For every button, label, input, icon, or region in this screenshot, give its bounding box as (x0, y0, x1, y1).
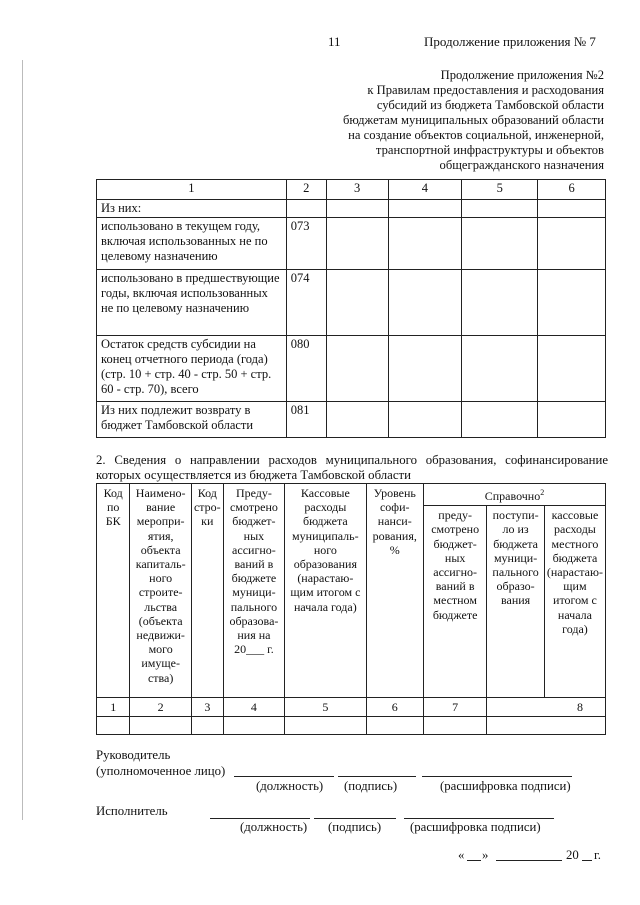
row-code: 074 (286, 270, 326, 336)
row-cell (326, 402, 388, 438)
table-header-cell: 5 (462, 180, 538, 200)
row-cell (538, 200, 606, 218)
row-cell (538, 402, 606, 438)
table-header-row (97, 484, 606, 506)
row-cell (366, 717, 423, 735)
col-number: 3 (191, 698, 223, 717)
position-caption: (должность) (256, 779, 324, 793)
row-cell (326, 200, 388, 218)
head-label-sub: (уполномоченное лицо) (96, 764, 226, 778)
col-number: 7 (423, 698, 486, 717)
header-code-bk: Код по БК (97, 484, 130, 698)
col-number: 8 (487, 698, 606, 717)
date-open-quote: « (458, 848, 465, 862)
table-row (97, 270, 606, 336)
row-cell (326, 218, 388, 270)
page-number: 11 (328, 34, 341, 49)
row-cell (423, 717, 486, 735)
row-cell (487, 717, 606, 735)
scan-margin-line (22, 60, 23, 820)
header-reference-label: Справочно (484, 489, 541, 503)
decoding-caption: (расшифровка подписи) (410, 820, 541, 834)
date-day-line (467, 860, 481, 861)
signature-line (210, 818, 310, 819)
signature-line (404, 818, 554, 819)
header-ref-planned: преду-смотрено бюджет-ных ассигно-ваний в местном бюджете (423, 506, 486, 698)
row-label: использовано в текущем году, включая использованных не по целевому назначению (97, 218, 287, 270)
header-planned: Преду-смотрено бюджет-ных ассигно-ваний в бюджете муници-пального образова-ния на 20___ г. (223, 484, 285, 698)
date-year-line (582, 860, 592, 861)
row-cell (538, 336, 606, 402)
appendix-line: бюджетам муниципальных образований области (342, 113, 604, 127)
table-header-cell: 3 (326, 180, 388, 200)
col-number: 5 (285, 698, 366, 717)
row-code: 080 (286, 336, 326, 402)
footnote-mark: 2 (540, 488, 545, 497)
date-year: 20 (566, 848, 579, 862)
signature-line (314, 818, 396, 819)
header-level: Уровень софи-нанси-рования, % (366, 484, 423, 698)
row-cell (462, 270, 538, 336)
header-name: Наимено-вание меропри-ятия, объекта капиталь-ного строите-льства (объекта недвижи-мого имуще-ства) (130, 484, 192, 698)
appendix-header (274, 68, 604, 173)
row-code: 073 (286, 218, 326, 270)
row-cell (388, 218, 462, 270)
row-label: Из них подлежит возврату в бюджет Тамбовской области (97, 402, 287, 438)
row-cell (130, 717, 192, 735)
signature-caption: (подпись) (344, 779, 398, 793)
table-row (97, 717, 606, 735)
row-cell (388, 402, 462, 438)
appendix-line: к Правилам предоставления и расходования (367, 83, 604, 97)
row-cell (388, 336, 462, 402)
signature-line (338, 776, 416, 777)
signature-line (422, 776, 572, 777)
table-row (97, 336, 606, 402)
continuation-note: Продолжение приложения № 7 (424, 34, 596, 49)
row-cell (326, 270, 388, 336)
header-cash: Кассовые расходы бюджета муниципаль-ного образования (нарастаю-щим итогом с начала года) (285, 484, 366, 698)
signature-line (234, 776, 334, 777)
table-expenses (96, 483, 606, 735)
row-cell (326, 336, 388, 402)
row-cell (97, 717, 130, 735)
appendix-line: субсидий из бюджета Тамбовской области (376, 98, 604, 112)
row-label: использовано в предшествующие годы, включая использованных не по целевому назначению (97, 270, 287, 336)
date-close-quote: » (482, 848, 489, 862)
col-number: 2 (130, 698, 192, 717)
section-2-title: 2. Сведения о направлении расходов муниципального образования, софинансирование которых осуществляется из бюджета Тамбовской области (96, 453, 608, 482)
appendix-line: на создание объектов социальной, инженерной, (348, 128, 604, 142)
signature-caption: (подпись) (328, 820, 382, 834)
decoding-caption: (расшифровка подписи) (440, 779, 571, 793)
table-header-cell: 2 (286, 180, 326, 200)
table-header-row (97, 180, 606, 200)
row-cell (462, 218, 538, 270)
date-suffix: г. (594, 848, 602, 862)
row-cell (462, 336, 538, 402)
col-number: 4 (223, 698, 285, 717)
table-number-row (97, 698, 606, 717)
col-number: 6 (366, 698, 423, 717)
row-cell (538, 270, 606, 336)
row-code: 081 (286, 402, 326, 438)
row-label: Из них: (97, 200, 287, 218)
table-row (97, 402, 606, 438)
header-ref-cash: кассовые расходы местного бюджета (нарастаю-щим итогом с начала года) (544, 506, 605, 698)
table-row (97, 200, 606, 218)
table-header-cell: 1 (97, 180, 287, 200)
table-subsidy-balance (96, 179, 606, 438)
header-row-code: Код стро-ки (191, 484, 223, 698)
table-header-cell: 4 (388, 180, 462, 200)
table-header-cell: 6 (538, 180, 606, 200)
appendix-line: общегражданского назначения (439, 158, 604, 172)
row-cell (462, 200, 538, 218)
row-cell (285, 717, 366, 735)
table-row (97, 218, 606, 270)
row-code (286, 200, 326, 218)
row-cell (388, 200, 462, 218)
row-cell (388, 270, 462, 336)
row-cell (223, 717, 285, 735)
row-cell (462, 402, 538, 438)
header-reference (423, 484, 605, 506)
head-label: Руководитель (96, 748, 171, 762)
col-number: 1 (97, 698, 130, 717)
date-month-line (496, 860, 562, 861)
row-cell (538, 218, 606, 270)
position-caption: (должность) (240, 820, 308, 834)
row-label: Остаток средств субсидии на конец отчетного периода (года) (стр. 10 + стр. 40 - стр. 50 + стр. 60 - стр. 70), всего (97, 336, 287, 402)
executor-label: Исполнитель (96, 804, 168, 818)
appendix-line: транспортной инфраструктуры и объектов (375, 143, 604, 157)
header-ref-received: поступи-ло из бюджета муници-пального образо-вания (487, 506, 545, 698)
appendix-line: Продолжение приложения №2 (440, 68, 604, 82)
row-cell (191, 717, 223, 735)
